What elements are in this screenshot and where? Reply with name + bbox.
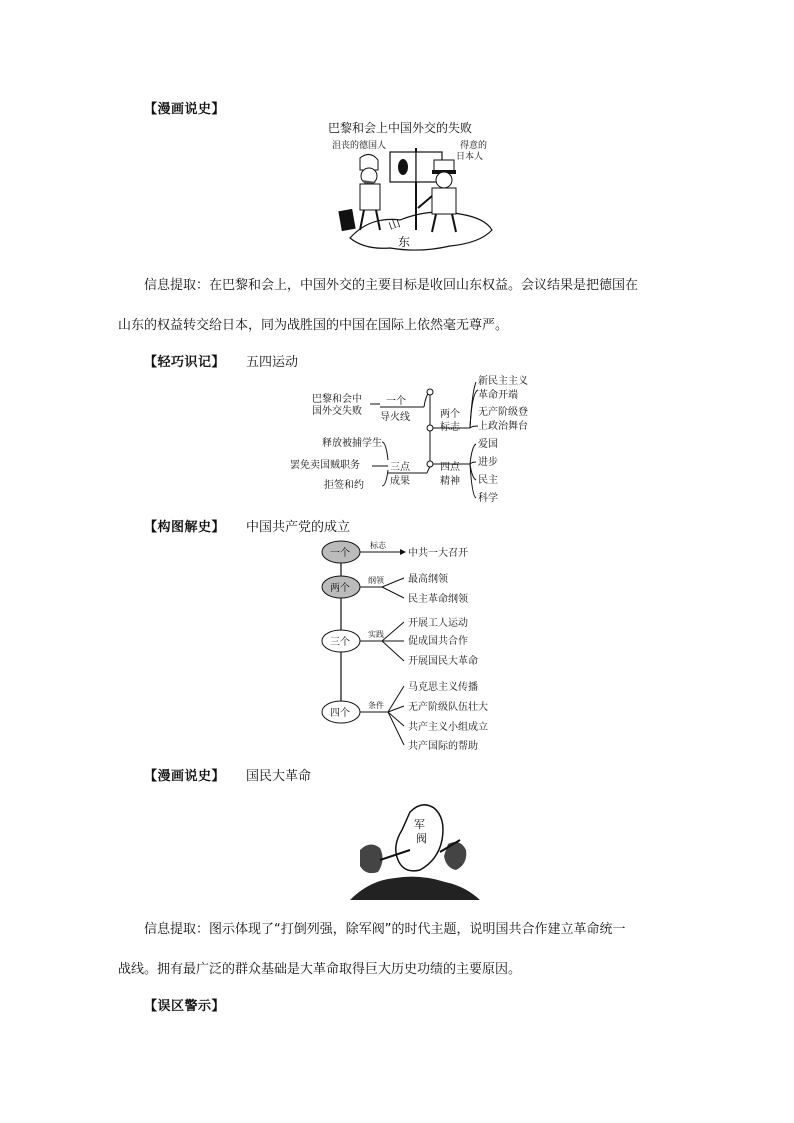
node-four-text: 四个 xyxy=(330,708,350,719)
mark-a-line1: 新民主主义 xyxy=(478,376,528,387)
cartoon-label-german: 沮丧的德国人 xyxy=(332,141,387,151)
crowd-figure-left xyxy=(360,844,383,873)
spirit-label-2: 精神 xyxy=(440,476,460,487)
item-congress: 中共一大召开 xyxy=(408,548,468,559)
label-sign: 标志 xyxy=(370,541,386,550)
may-fourth-diagram xyxy=(290,370,550,506)
result-b: 罢免卖国贼职务 xyxy=(290,460,360,471)
mark-a-line2: 革命开端 xyxy=(478,390,518,401)
info-paragraph-1-line1: 信息提取：在巴黎和会上，中国外交的主要目标是收回山东权益。会议结果是把德国在 xyxy=(144,278,639,293)
item-max-program: 最高纲领 xyxy=(408,574,448,585)
item-groups: 共产主义小组成立 xyxy=(408,722,488,733)
cartoon-label-japanese-2: 日本人 xyxy=(456,152,484,162)
cartoon-label-japanese-1: 得意的 xyxy=(460,141,488,151)
paris-conference-cartoon xyxy=(320,118,510,258)
label-practice: 实践 xyxy=(368,630,384,639)
section-subtitle-national-revolution: 国民大革命 xyxy=(246,769,312,784)
ccp-founding-diagram xyxy=(316,540,516,756)
node-middle xyxy=(427,425,433,431)
node-one-text: 一个 xyxy=(330,548,350,559)
item-min-program: 民主革命纲领 xyxy=(408,594,468,605)
crowd-figure-right xyxy=(444,842,466,870)
cartoon-title: 巴黎和会上中国外交的失败 xyxy=(328,121,473,135)
item-proletariat: 无产阶级队伍壮大 xyxy=(408,702,488,713)
section-subtitle-may-fourth: 五四运动 xyxy=(246,355,299,370)
item-revolution: 开展国民大革命 xyxy=(408,656,478,667)
item-marxism: 马克思主义传播 xyxy=(408,682,478,693)
section-heading-warning: 【误区警示】 xyxy=(144,999,226,1014)
result-c: 拒签和约 xyxy=(324,480,364,491)
fuse-label-2: 导火线 xyxy=(380,412,410,423)
marks-label-1: 两个 xyxy=(440,409,460,420)
spirit-b: 进步 xyxy=(478,457,498,468)
cartoon-char-jun: 军 xyxy=(414,818,425,831)
spirit-d: 科学 xyxy=(478,493,498,504)
marks-label-2: 标志 xyxy=(440,422,460,433)
mark-b-line1: 无产阶级登 xyxy=(478,407,528,418)
spirit-a: 爱国 xyxy=(478,439,498,450)
section-subtitle-ccp-founding: 中国共产党的成立 xyxy=(246,520,351,535)
map-char-dong: 东 xyxy=(398,235,411,249)
section-heading-memory: 【轻巧识记】 xyxy=(144,355,226,370)
national-revolution-cartoon xyxy=(350,790,480,902)
section-heading-diagram: 【构图解史】 xyxy=(144,520,226,535)
spirit-label-1: 四点 xyxy=(440,462,460,473)
item-labor-movement: 开展工人运动 xyxy=(408,618,468,629)
label-program: 纲领 xyxy=(368,576,384,585)
cartoon-char-fa: 阀 xyxy=(416,832,427,845)
arrow-icon xyxy=(400,549,406,555)
german-figure-icon xyxy=(338,154,380,231)
node-two-text: 两个 xyxy=(330,583,350,594)
info-paragraph-2-line1: 信息提取：图示体现了“打倒列强，除军阀”的时代主题，说明国共合作建立革命统一 xyxy=(144,922,626,937)
results-label-1: 三点 xyxy=(390,462,410,473)
result-a: 释放被捕学生 xyxy=(322,438,382,449)
node-top xyxy=(427,389,433,395)
flag-emblem xyxy=(398,159,408,175)
shandong-map-shape xyxy=(350,212,492,250)
section-heading-comic-1: 【漫画说史】 xyxy=(144,102,226,117)
item-cooperation: 促成国共合作 xyxy=(408,636,468,647)
node-three-text: 三个 xyxy=(330,637,350,648)
cause-label-2: 国外交失败 xyxy=(312,406,362,417)
section-heading-comic-2: 【漫画说史】 xyxy=(144,769,226,784)
info-paragraph-1-line2: 山东的权益转交给日本，同为战胜国的中国在国际上依然毫无尊严。 xyxy=(118,318,509,333)
results-label-2: 成果 xyxy=(390,476,410,487)
item-comintern: 共产国际的帮助 xyxy=(408,741,478,752)
label-conditions: 条件 xyxy=(368,701,384,710)
info-paragraph-2-line2: 战线。拥有最广泛的群众基础是大革命取得巨大历史功绩的主要原因。 xyxy=(118,962,522,977)
node-bottom xyxy=(427,461,433,467)
mark-b-line2: 上政治舞台 xyxy=(478,421,528,432)
spirit-c: 民主 xyxy=(478,475,498,486)
ground-shape xyxy=(350,877,480,900)
fuse-label-1: 一个 xyxy=(386,396,406,407)
cause-label-1: 巴黎和会中 xyxy=(312,394,362,405)
map-char-shan: 山 xyxy=(386,215,403,233)
